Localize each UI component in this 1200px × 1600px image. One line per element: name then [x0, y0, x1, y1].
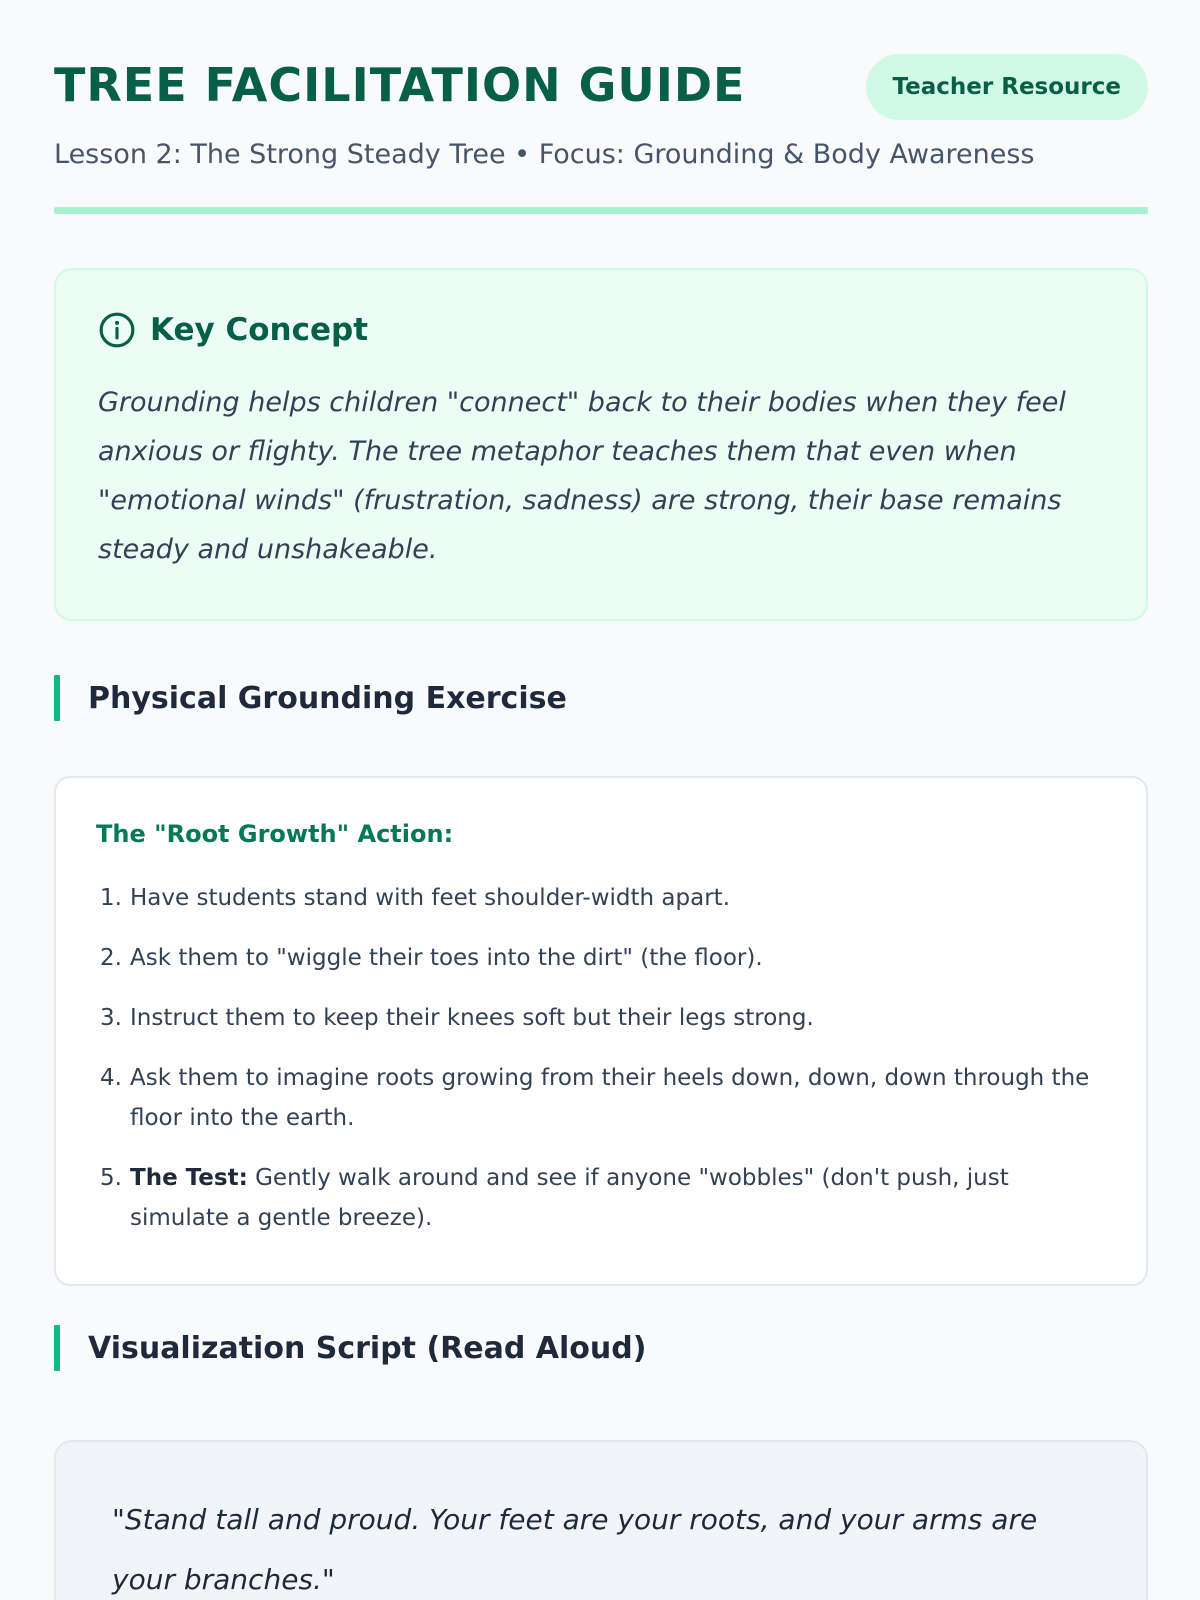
header-divider	[54, 207, 1148, 214]
step-number: 3.	[100, 1005, 122, 1031]
step-text: Ask them to "wiggle their toes into the dirt" (the floor).	[130, 945, 763, 971]
step-number: 4.	[100, 1065, 122, 1091]
step-item	[96, 998, 1106, 1038]
visualization-title: Visualization Script (Read Aloud)	[88, 1330, 647, 1366]
lesson-subtitle: Lesson 2: The Strong Steady Tree • Focus: Grounding & Body Awareness	[54, 139, 1035, 170]
step-item	[96, 1058, 1106, 1138]
step-label-bold: The Test:	[130, 1165, 248, 1191]
key-concept-text: Grounding helps children "connect" back to their bodies when they feel anxious or flighty. The tree metaphor teaches them that even when "emotional winds" (frustration, sadness) are strong, their base remains steady and unshakeable.	[98, 387, 1066, 565]
step-item	[96, 1158, 1106, 1238]
physical-exercise-heading	[54, 675, 1148, 721]
info-circle-icon	[98, 311, 136, 349]
step-number: 1.	[100, 885, 122, 911]
section-accent-bar	[54, 1325, 60, 1371]
read-aloud-script-card	[54, 1440, 1148, 1600]
step-text: Ask them to imagine roots growing from their heels down, down, down through the floor into the earth.	[130, 1065, 1090, 1131]
step-number: 5.	[100, 1165, 122, 1191]
root-growth-card	[54, 776, 1148, 1286]
key-concept-title: Key Concept	[150, 312, 369, 348]
root-growth-title: The "Root Growth" Action:	[96, 820, 454, 848]
step-text: Instruct them to keep their knees soft but their legs strong.	[130, 1005, 814, 1031]
key-concept-card	[54, 268, 1148, 621]
page-title: TREE FACILITATION GUIDE	[54, 58, 746, 112]
physical-exercise-title: Physical Grounding Exercise	[88, 680, 567, 716]
section-accent-bar	[54, 675, 60, 721]
teacher-resource-badge: Teacher Resource	[866, 54, 1148, 120]
step-text	[130, 1158, 1106, 1238]
step-number: 2.	[100, 945, 122, 971]
read-aloud-script-text: "Stand tall and proud. Your feet are your roots, and your arms are your branches."	[112, 1503, 1038, 1596]
step-text-rest: Gently walk around and see if anyone "wobbles" (don't push, just simulate a gentle breeze).	[130, 1165, 1009, 1231]
key-concept-header	[98, 310, 1104, 350]
step-item	[96, 878, 1106, 918]
step-text: Have students stand with feet shoulder-width apart.	[130, 885, 731, 911]
visualization-heading	[54, 1325, 1148, 1371]
step-item	[96, 938, 1106, 978]
root-growth-steps	[96, 878, 1106, 1238]
